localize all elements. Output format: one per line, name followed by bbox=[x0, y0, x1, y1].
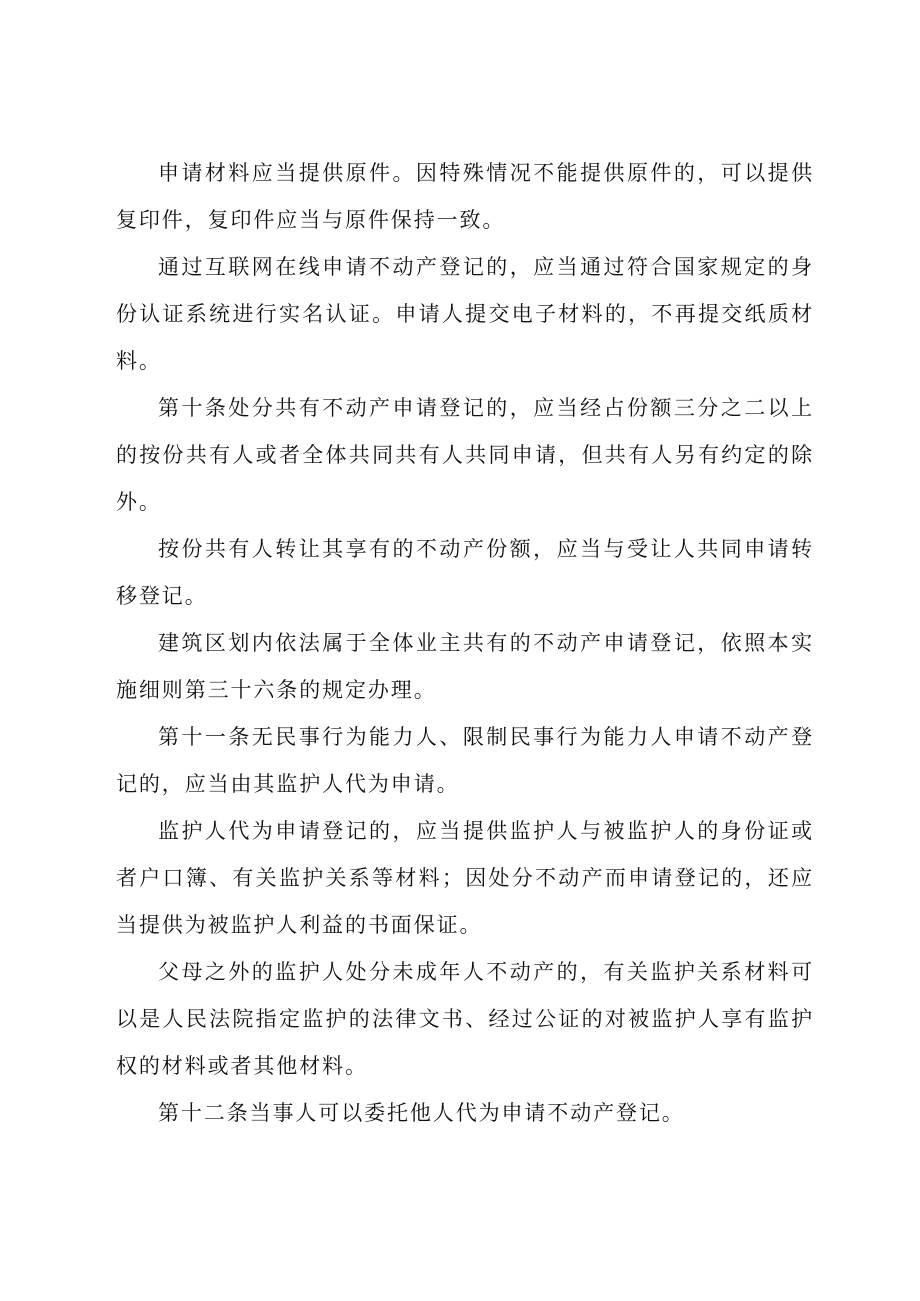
paragraph-article-12: 第十二条当事人可以委托他人代为申请不动产登记。 bbox=[158, 1101, 685, 1125]
paragraph-common-property: 建筑区划内依法属于全体业主共有的不动产申请登记，依照本实施细则第三十六条的规定办理。 bbox=[116, 631, 814, 702]
paragraph-online-application: 通过互联网在线申请不动产登记的，应当通过符合国家规定的身份认证系统进行实名认证。申请人提交电子材料的，不再提交纸质材料。 bbox=[116, 255, 814, 373]
paragraph-original-materials: 申请材料应当提供原件。因特殊情况不能提供原件的，可以提供复印件，复印件应当与原件保持一致。 bbox=[116, 161, 814, 232]
paragraph-article-11: 第十一条无民事行为能力人、限制民事行为能力人申请不动产登记的，应当由其监护人代为申请。 bbox=[116, 725, 814, 796]
paragraph-share-transfer: 按份共有人转让其享有的不动产份额，应当与受让人共同申请转移登记。 bbox=[116, 537, 814, 608]
paragraph-guardian-materials: 监护人代为申请登记的，应当提供监护人与被监护人的身份证或者户口簿、有关监护关系等材料；因处分不动产而申请登记的，还应当提供为被监护人利益的书面保证。 bbox=[116, 819, 814, 937]
paragraph-minor-property: 父母之外的监护人处分未成年人不动产的，有关监护关系材料可以是人民法院指定监护的法律文书、经过公证的对被监护人享有监护权的材料或者其他材料。 bbox=[116, 960, 814, 1078]
paragraph-article-10: 第十条处分共有不动产申请登记的，应当经占份额三分之二以上的按份共有人或者全体共同共有人共同申请，但共有人另有约定的除外。 bbox=[116, 396, 814, 514]
document-body bbox=[116, 150, 814, 1137]
